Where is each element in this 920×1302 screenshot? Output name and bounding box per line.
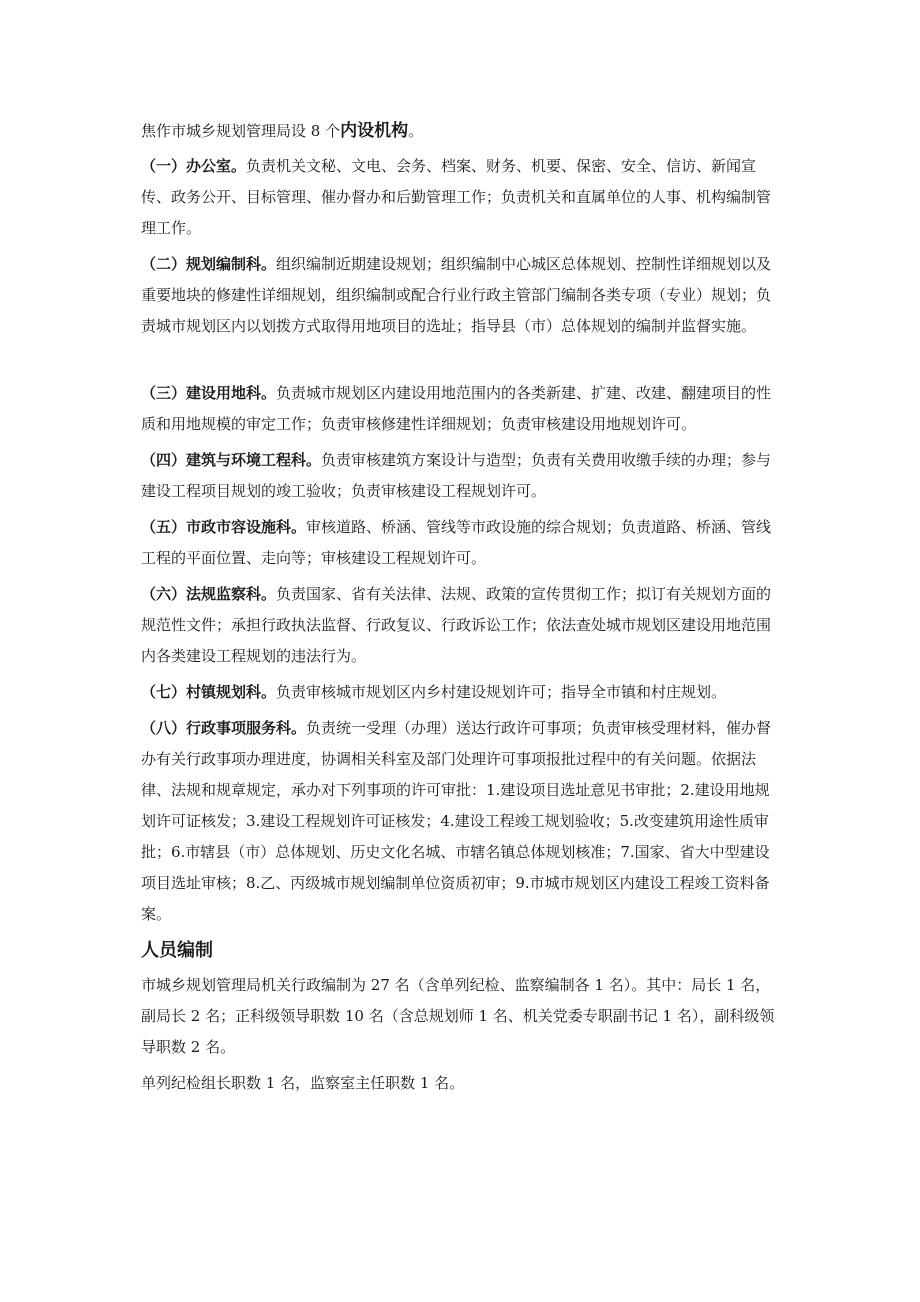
- department-land-use: [141, 378, 781, 440]
- intro-paragraph: [141, 116, 781, 147]
- department-office: [141, 151, 781, 244]
- document-body: [141, 116, 781, 1104]
- department-text: 审核道路、桥涵、管线等市政设施的综合规划；负责道路、桥涵、管线工程的平面位置、走向等；审核建设工程规划许可。: [141, 518, 772, 567]
- department-label: （一）办公室。: [141, 157, 247, 175]
- intro-suffix: 。: [408, 122, 424, 140]
- department-municipal: [141, 512, 781, 574]
- department-service: [141, 713, 781, 930]
- department-text: 负责统一受理（办理）送达行政许可事项；负责审核受理材料，催办督办有关行政事项办理进度，协调相关科室及部门处理许可事项报批过程中的有关问题。依据法律、法规和规章规定，承办对下列事项的许可审批：1.建设项目选址意见书审批；2.建设用地规划许可证核发；3.建设工程规划许可证核发；4.建设工程竣工规划验收；5.改变建筑用途性质审批；6.市辖县（市）总体规划、历史文化名城、市辖名镇总体规划核准；7.国家、省大中型建设项目选址审核；8.乙、丙级城市规划编制单位资质初审；9.市城市规划区内建设工程竣工资料备案。: [141, 719, 772, 923]
- intro-prefix: 焦作市城乡规划管理局设 8 个: [141, 122, 341, 140]
- intro-highlight: 内设机构: [340, 121, 409, 141]
- department-architecture: [141, 445, 781, 507]
- department-text: 组织编制近期建设规划；组织编制中心城区总体规划、控制性详细规划以及重要地块的修建性详细规划，组织编制或配合行业行政主管部门编制各类专项（专业）规划；负责城市规划区内以划拨方式取得用地项目的选址；指导县（市）总体规划的编制并监督实施。: [141, 255, 772, 335]
- department-label: （六）法规监察科。: [141, 585, 277, 603]
- department-text: 负责国家、省有关法律、法规、政策的宣传贯彻工作；拟订有关规划方面的规范性文件；承担行政执法监督、行政复议、行政诉讼工作；依法查处城市规划区建设用地范围内各类建设工程规划的违法行为。: [141, 585, 772, 665]
- department-text: 负责审核城市规划区内乡村建设规划许可；指导全市镇和村庄规划。: [276, 683, 727, 701]
- department-text: 负责机关文秘、文电、会务、档案、财务、机要、保密、安全、信访、新闻宣传、政务公开、目标管理、催办督办和后勤管理工作；负责机关和直属单位的人事、机构编制管理工作。: [141, 157, 772, 237]
- department-regulation: [141, 579, 781, 672]
- staffing-paragraph: 单列纪检组长职数 1 名，监察室主任职数 1 名。: [141, 1074, 465, 1092]
- department-label: （七）村镇规划科。: [141, 683, 277, 701]
- department-label: （五）市政市容设施科。: [141, 518, 307, 536]
- department-planning: [141, 249, 781, 342]
- department-label: （二）规划编制科。: [141, 255, 277, 273]
- department-label: （八）行政事项服务科。: [141, 719, 307, 737]
- department-label: （四）建筑与环境工程科。: [141, 451, 322, 469]
- staffing-paragraph: 市城乡规划管理局机关行政编制为 27 名（含单列纪检、监察编制各 1 名）。其中：局长 1 名，副局长 2 名；正科级领导职数 10 名（含总规划师 1 名、机关党委专职副书记 1 名），副科级领导职数 2 名。: [141, 976, 775, 1056]
- department-text: 负责城市规划区内建设用地范围内的各类新建、扩建、改建、翻建项目的性质和用地规模的审定工作；负责审核修建性详细规划；负责审核建设用地规划许可。: [141, 384, 772, 433]
- staffing-heading: 人员编制: [141, 940, 213, 961]
- department-text: 负责审核建筑方案设计与造型；负责有关费用收缴手续的办理；参与建设工程项目规划的竣工验收；负责审核建设工程规划许可。: [141, 451, 772, 500]
- department-village: [141, 677, 781, 708]
- department-label: （三）建设用地科。: [141, 384, 277, 402]
